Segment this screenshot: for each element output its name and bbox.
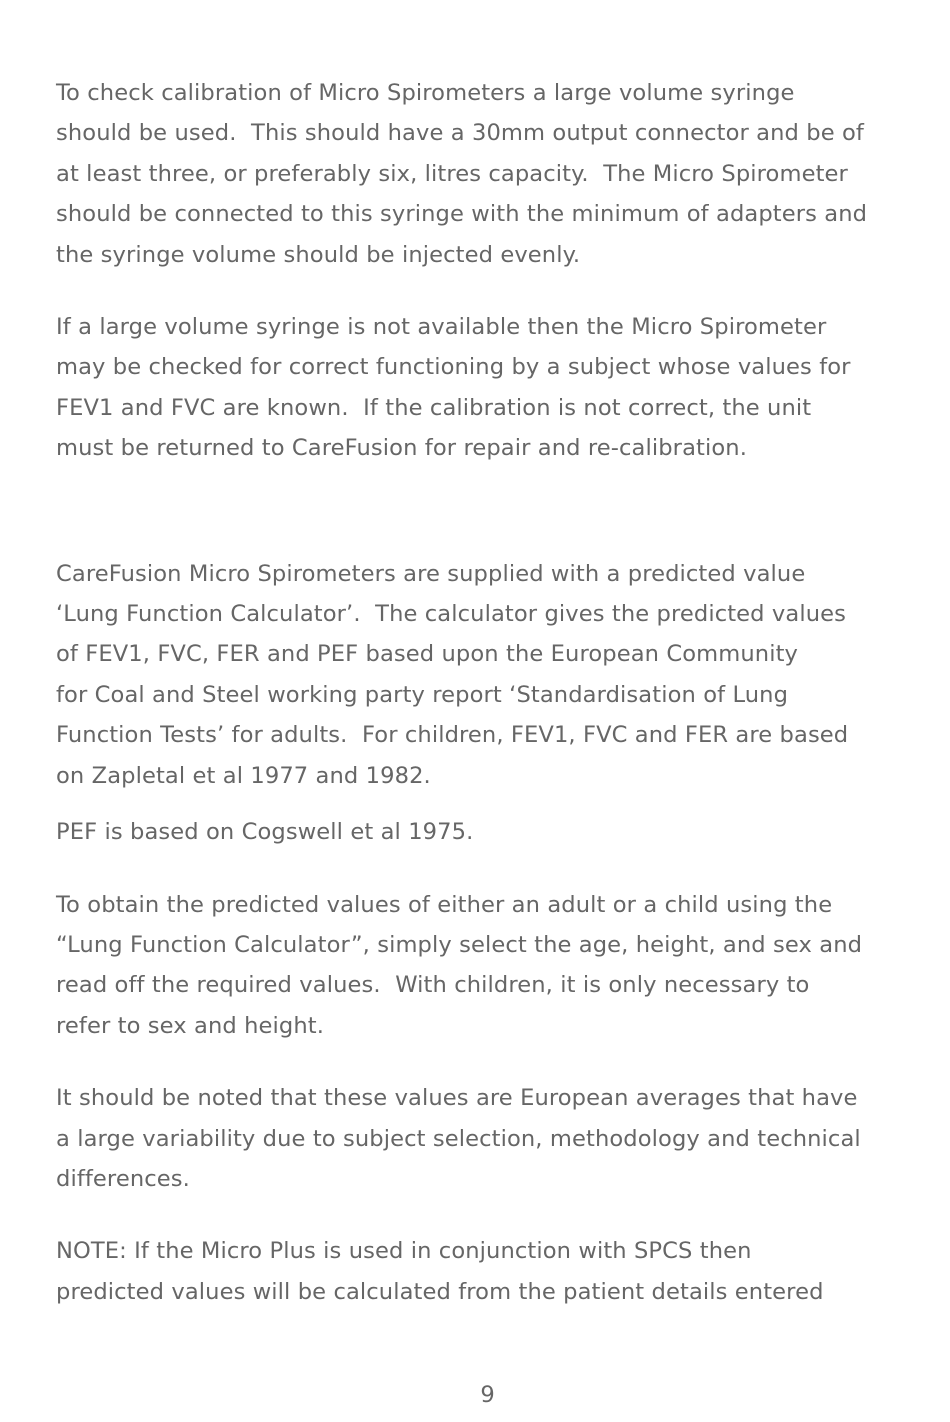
text-line: predicted values will be calculated from the patient details entered bbox=[56, 1278, 824, 1305]
text-line: the syringe volume should be injected evenly. bbox=[56, 241, 581, 268]
paragraph-variability-note bbox=[56, 1078, 936, 1199]
paragraph-spacer bbox=[56, 853, 936, 885]
text-line: a large variability due to subject selection, methodology and technical bbox=[56, 1125, 861, 1152]
paragraph-spacer bbox=[56, 1199, 936, 1231]
text-line: may be checked for correct functioning by a subject whose values for bbox=[56, 354, 851, 381]
text-line: differences. bbox=[56, 1165, 190, 1192]
text-line: of FEV1, FVC, FER and PEF based upon the European Community bbox=[56, 641, 799, 668]
document-body bbox=[56, 73, 936, 1312]
text-line: for Coal and Steel working party report ‘Standardisation of Lung bbox=[56, 681, 789, 708]
text-line: read off the required values. With children, it is only necessary to bbox=[56, 972, 810, 999]
text-line: FEV1 and FVC are known. If the calibration is not correct, the unit bbox=[56, 394, 812, 421]
text-line: Function Tests’ for adults. For children, FEV1, FVC and FER are based bbox=[56, 722, 849, 749]
paragraph-no-syringe bbox=[56, 307, 936, 469]
text-line: refer to sex and height. bbox=[56, 1012, 324, 1039]
paragraph-spcs-note bbox=[56, 1231, 936, 1312]
text-line: It should be noted that these values are European averages that have bbox=[56, 1085, 858, 1112]
text-line: ‘Lung Function Calculator’. The calculator gives the predicted values bbox=[56, 601, 846, 628]
paragraph-spacer bbox=[56, 796, 936, 812]
text-line: To check calibration of Micro Spirometers a large volume syringe bbox=[56, 80, 795, 106]
text-line: NOTE: If the Micro Plus is used in conjunction with SPCS then bbox=[56, 1238, 752, 1265]
paragraph-calibration-syringe bbox=[56, 73, 936, 275]
text-line: PEF is based on Cogswell et al 1975. bbox=[56, 819, 474, 846]
paragraph-spacer bbox=[56, 1046, 936, 1078]
text-line: on Zapletal et al 1977 and 1982. bbox=[56, 762, 431, 789]
text-line: If a large volume syringe is not available then the Micro Spirometer bbox=[56, 314, 827, 341]
text-line: should be connected to this syringe with the minimum of adapters and bbox=[56, 201, 868, 228]
text-line: must be returned to CareFusion for repair and re-calibration. bbox=[56, 435, 747, 462]
section-spacer bbox=[56, 469, 936, 554]
text-line: To obtain the predicted values of either an adult or a child using the bbox=[56, 891, 833, 918]
paragraph-pef-reference bbox=[56, 812, 936, 852]
page-number: 9 bbox=[480, 1382, 495, 1408]
text-line: at least three, or preferably six, litres capacity. The Micro Spirometer bbox=[56, 160, 848, 187]
paragraph-spacer bbox=[56, 275, 936, 307]
text-line: “Lung Function Calculator”, simply select the age, height, and sex and bbox=[56, 931, 863, 958]
paragraph-obtain-values bbox=[56, 885, 936, 1047]
text-line: should be used. This should have a 30mm output connector and be of bbox=[56, 120, 864, 147]
paragraph-lung-function-calculator bbox=[56, 554, 936, 796]
text-line: CareFusion Micro Spirometers are supplied with a predicted value bbox=[56, 560, 806, 587]
